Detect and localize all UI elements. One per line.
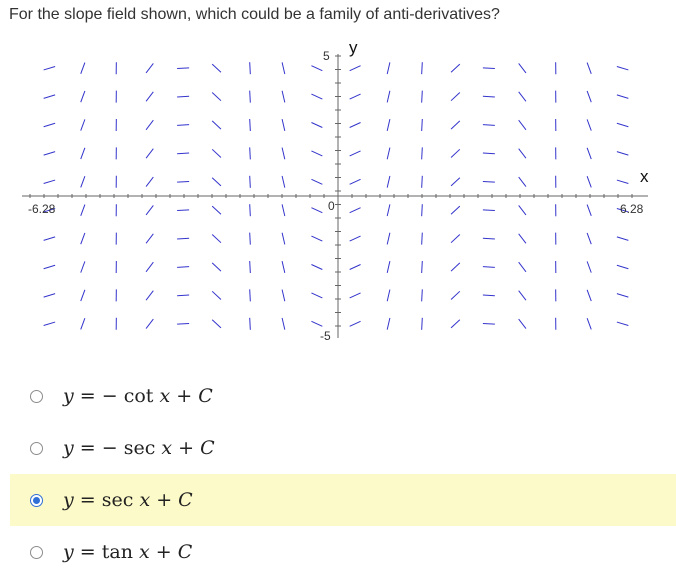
slope-segment-9-8 xyxy=(350,293,361,298)
slope-segment-6-6 xyxy=(250,233,251,245)
y-tick-label-0: 0 xyxy=(328,199,335,213)
slope-segment-16-1 xyxy=(587,91,591,102)
slope-segment-0-9 xyxy=(44,322,55,325)
slope-segment-12-4 xyxy=(451,178,460,186)
slope-segment-5-7 xyxy=(212,263,221,271)
slope-segment-17-3 xyxy=(617,152,628,155)
slope-segment-7-1 xyxy=(282,91,285,103)
slope-segment-16-0 xyxy=(587,63,591,74)
radio-choice-a[interactable] xyxy=(30,390,43,403)
slope-segment-13-7 xyxy=(483,267,495,268)
slope-segment-9-6 xyxy=(350,236,361,241)
slope-segment-0-7 xyxy=(44,265,55,268)
y-tick-label-5: 5 xyxy=(323,49,330,63)
slope-segment-4-6 xyxy=(177,238,189,239)
slope-segment-13-6 xyxy=(483,238,495,239)
slope-segment-7-5 xyxy=(282,204,285,216)
slope-segment-16-4 xyxy=(587,176,591,187)
slope-segment-7-8 xyxy=(282,290,285,302)
slope-segment-16-3 xyxy=(587,148,591,159)
slope-segment-14-5 xyxy=(519,205,526,215)
radio-choice-d[interactable] xyxy=(30,546,43,559)
slope-segment-4-3 xyxy=(177,153,189,154)
slope-segment-14-4 xyxy=(519,177,526,187)
slope-segment-16-9 xyxy=(587,318,591,329)
radio-choice-b[interactable] xyxy=(30,442,43,455)
x-tick-label-neg6.28: -6.28 xyxy=(28,202,56,216)
slope-segment-3-0 xyxy=(146,63,153,73)
formula-choice-d: y = tan x + C xyxy=(63,541,193,563)
slope-segment-1-2 xyxy=(81,119,85,130)
slope-segment-6-3 xyxy=(250,147,251,159)
slope-segment-7-4 xyxy=(282,176,285,188)
slope-segment-12-5 xyxy=(451,206,460,214)
slope-segment-17-4 xyxy=(617,180,628,183)
slope-segment-11-5 xyxy=(422,204,423,216)
slope-segment-9-2 xyxy=(350,123,361,128)
slope-segment-3-1 xyxy=(146,92,153,102)
slope-segment-12-7 xyxy=(451,263,460,271)
slope-segment-3-9 xyxy=(146,319,153,329)
slope-segment-6-8 xyxy=(250,289,251,301)
slope-segment-0-1 xyxy=(44,95,55,98)
slope-segment-1-9 xyxy=(81,318,85,329)
slope-segment-0-6 xyxy=(44,237,55,240)
slope-segment-4-1 xyxy=(177,96,189,97)
slope-segment-1-7 xyxy=(81,261,85,272)
slope-segment-0-3 xyxy=(44,152,55,155)
question-text: For the slope field shown, which could be a family of anti-derivatives? xyxy=(9,6,500,23)
slope-segment-16-6 xyxy=(587,233,591,244)
slope-segment-7-7 xyxy=(282,261,285,273)
slope-segment-3-5 xyxy=(146,205,153,215)
slope-segment-14-9 xyxy=(519,319,526,329)
slope-segment-12-6 xyxy=(451,235,460,243)
slope-segment-0-8 xyxy=(44,294,55,297)
slope-segment-10-5 xyxy=(387,204,390,216)
slope-segment-1-0 xyxy=(81,63,85,74)
slope-segment-8-5 xyxy=(311,208,322,213)
slope-segment-13-5 xyxy=(483,210,495,211)
slope-segment-4-0 xyxy=(177,68,189,69)
formula-choice-b: y = − sec x + C xyxy=(63,437,215,459)
slope-segment-12-2 xyxy=(451,121,460,129)
slope-segment-4-2 xyxy=(177,125,189,126)
slope-segment-9-5 xyxy=(350,208,361,213)
slope-segment-10-2 xyxy=(387,119,390,131)
slope-segment-14-8 xyxy=(519,291,526,301)
slope-segment-9-1 xyxy=(350,94,361,99)
slope-segment-5-9 xyxy=(212,320,221,328)
slope-segment-13-4 xyxy=(483,181,495,182)
axis-ticks xyxy=(30,56,632,326)
radio-choice-c[interactable] xyxy=(30,494,43,507)
slope-segment-5-5 xyxy=(212,206,221,214)
slope-segment-6-9 xyxy=(250,318,251,330)
slope-segment-1-1 xyxy=(81,91,85,102)
slope-segment-5-6 xyxy=(212,235,221,243)
slope-segment-7-0 xyxy=(282,62,285,74)
slope-segment-11-6 xyxy=(422,233,423,245)
slope-segment-17-6 xyxy=(617,237,628,240)
slope-segment-4-7 xyxy=(177,267,189,268)
slope-segment-7-9 xyxy=(282,318,285,330)
slope-segment-9-9 xyxy=(350,321,361,326)
slope-segment-4-8 xyxy=(177,295,189,296)
slope-segment-10-1 xyxy=(387,91,390,103)
slope-segment-9-7 xyxy=(350,265,361,270)
slope-segment-12-9 xyxy=(451,320,460,328)
slope-segment-1-6 xyxy=(81,233,85,244)
slope-segment-14-1 xyxy=(519,92,526,102)
slope-segment-5-4 xyxy=(212,178,221,186)
slope-segment-8-3 xyxy=(311,151,322,156)
slope-segment-17-0 xyxy=(617,66,628,69)
slope-segment-16-5 xyxy=(587,205,591,216)
slope-segment-12-0 xyxy=(451,64,460,72)
slope-segment-9-3 xyxy=(350,151,361,156)
slope-segment-1-4 xyxy=(81,176,85,187)
slope-segment-3-8 xyxy=(146,291,153,301)
slope-segment-7-6 xyxy=(282,233,285,245)
slope-segment-14-0 xyxy=(519,63,526,73)
slope-segment-3-7 xyxy=(146,262,153,272)
slope-segment-4-4 xyxy=(177,181,189,182)
slope-segment-17-8 xyxy=(617,294,628,297)
slope-segment-17-7 xyxy=(617,265,628,268)
slope-segment-5-1 xyxy=(212,93,221,101)
slope-segment-5-3 xyxy=(212,149,221,157)
slope-segment-11-2 xyxy=(422,119,423,131)
slope-segment-16-2 xyxy=(587,119,591,130)
slope-segment-14-6 xyxy=(519,234,526,244)
slope-segment-8-4 xyxy=(311,179,322,184)
slope-segment-8-0 xyxy=(311,66,322,71)
slope-segment-11-9 xyxy=(422,318,423,330)
slope-segment-13-2 xyxy=(483,125,495,126)
slope-segment-9-0 xyxy=(350,66,361,71)
choice-c[interactable] xyxy=(10,474,676,526)
slope-segment-13-3 xyxy=(483,153,495,154)
choice-a[interactable] xyxy=(10,370,676,422)
choice-d[interactable] xyxy=(10,526,676,578)
slope-segment-3-2 xyxy=(146,120,153,130)
y-tick-label-neg5: -5 xyxy=(320,329,331,343)
slope-segment-10-8 xyxy=(387,290,390,302)
slope-segment-8-2 xyxy=(311,123,322,128)
slope-segment-17-1 xyxy=(617,95,628,98)
y-axis-label: y xyxy=(349,38,358,57)
slope-segment-8-8 xyxy=(311,293,322,298)
slope-segment-11-3 xyxy=(422,147,423,159)
slope-segment-7-2 xyxy=(282,119,285,131)
slope-segment-7-3 xyxy=(282,148,285,160)
slope-segment-14-3 xyxy=(519,149,526,159)
slope-segment-6-7 xyxy=(250,261,251,273)
slope-segment-0-4 xyxy=(44,180,55,183)
slope-segment-11-7 xyxy=(422,261,423,273)
slope-segment-16-7 xyxy=(587,261,591,272)
slope-segment-0-2 xyxy=(44,123,55,126)
slope-segment-11-0 xyxy=(422,62,423,74)
slope-segment-3-3 xyxy=(146,149,153,159)
slope-segment-6-4 xyxy=(250,176,251,188)
slope-segment-11-1 xyxy=(422,91,423,103)
slope-segment-10-6 xyxy=(387,233,390,245)
slope-segment-11-8 xyxy=(422,289,423,301)
slope-segment-5-8 xyxy=(212,291,221,299)
formula-choice-a: y = − cot x + C xyxy=(63,385,213,407)
slope-segment-3-6 xyxy=(146,234,153,244)
slope-segment-11-4 xyxy=(422,176,423,188)
slope-segment-1-5 xyxy=(81,205,85,216)
slope-segment-9-4 xyxy=(350,179,361,184)
slope-segment-13-1 xyxy=(483,96,495,97)
slope-segment-17-9 xyxy=(617,322,628,325)
slope-segment-10-4 xyxy=(387,176,390,188)
slope-segment-10-7 xyxy=(387,261,390,273)
x-axis-label: x xyxy=(640,167,649,186)
slope-segment-6-1 xyxy=(250,91,251,103)
answer-choices xyxy=(10,370,676,578)
slope-segment-1-8 xyxy=(81,290,85,301)
slope-segment-17-2 xyxy=(617,123,628,126)
slope-segment-8-9 xyxy=(311,321,322,326)
slope-segment-13-0 xyxy=(483,68,495,69)
slope-segment-6-0 xyxy=(250,62,251,74)
slope-segment-4-9 xyxy=(177,323,189,324)
formula-choice-c: y = sec x + C xyxy=(63,489,193,511)
choice-b[interactable] xyxy=(10,422,676,474)
slope-segment-5-0 xyxy=(212,64,221,72)
slope-segment-12-8 xyxy=(451,291,460,299)
slope-segment-12-3 xyxy=(451,149,460,157)
slope-segment-10-9 xyxy=(387,318,390,330)
slope-segment-13-9 xyxy=(483,323,495,324)
slope-segment-5-2 xyxy=(212,121,221,129)
slope-segment-0-0 xyxy=(44,66,55,69)
slope-segment-1-3 xyxy=(81,148,85,159)
x-tick-label-6.28: 6.28 xyxy=(620,202,644,216)
slope-segment-10-0 xyxy=(387,62,390,74)
slope-segment-3-4 xyxy=(146,177,153,187)
slope-segment-10-3 xyxy=(387,148,390,160)
slope-segment-16-8 xyxy=(587,290,591,301)
slope-segment-8-7 xyxy=(311,265,322,270)
slope-segment-12-1 xyxy=(451,93,460,101)
slope-segment-6-5 xyxy=(250,204,251,216)
slope-segment-8-1 xyxy=(311,94,322,99)
slope-segment-8-6 xyxy=(311,236,322,241)
slope-segment-14-7 xyxy=(519,262,526,272)
slope-segment-4-5 xyxy=(177,210,189,211)
slope-segment-14-2 xyxy=(519,120,526,130)
slope-segment-6-2 xyxy=(250,119,251,131)
slope-segment-13-8 xyxy=(483,295,495,296)
